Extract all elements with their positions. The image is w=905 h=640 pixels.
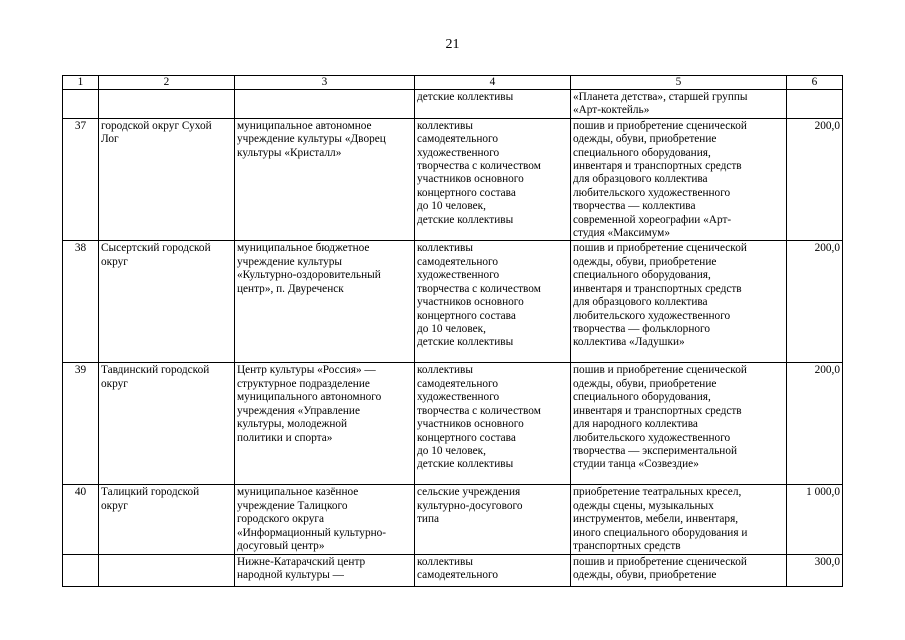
cell-district: Талицкий городской округ <box>99 485 235 554</box>
cell-district: Сысертский городской округ <box>99 241 235 363</box>
table-row-continuation <box>63 90 843 119</box>
table-row <box>63 554 843 586</box>
cell-num: 37 <box>63 118 99 241</box>
grants-table <box>62 75 843 587</box>
cell-amount: 200,0 <box>787 241 843 363</box>
cell-num: 40 <box>63 485 99 554</box>
column-header-5: 5 <box>571 76 787 90</box>
cell-district: городской округ Сухой Лог <box>99 118 235 241</box>
cell-recipients: коллективы самодеятельного художественного творчества с количеством участников основного концертного состава до 10 человек, детские коллективы <box>415 118 571 241</box>
cell-recipients: коллективы самодеятельного <box>415 554 571 586</box>
cell-amount <box>787 90 843 119</box>
cell-recipients: коллективы самодеятельного художественного творчества с количеством участников основного концертного состава до 10 человек, детские коллективы <box>415 241 571 363</box>
table-row <box>63 241 843 363</box>
table-row <box>63 118 843 241</box>
cell-institution: муниципальное автономное учреждение культуры «Дворец культуры «Кристалл» <box>235 118 415 241</box>
cell-purpose: приобретение театральных кресел, одежды сцены, музыкальных инструментов, мебели, инвентаря, иного специального оборудования и транспортных средств <box>571 485 787 554</box>
cell-recipients: коллективы самодеятельного художественного творчества с количеством участников основного концертного состава до 10 человек, детские коллективы <box>415 363 571 485</box>
cell-amount: 200,0 <box>787 363 843 485</box>
cell-amount: 1 000,0 <box>787 485 843 554</box>
cell-recipients: детские коллективы <box>415 90 571 119</box>
cell-purpose: пошив и приобретение сценической одежды, обуви, приобретение специального оборудования, инвентаря и транспортных средств для народного коллектива любительского художественного творчества — экспериментальной студии танца «Созвездие» <box>571 363 787 485</box>
cell-num: 39 <box>63 363 99 485</box>
cell-amount: 200,0 <box>787 118 843 241</box>
cell-institution: муниципальное бюджетное учреждение культуры «Культурно-оздоровительный центр», п. Двуреченск <box>235 241 415 363</box>
cell-district: Тавдинский городской округ <box>99 363 235 485</box>
column-header-4: 4 <box>415 76 571 90</box>
cell-purpose: пошив и приобретение сценической одежды, обуви, приобретение специального оборудования, инвентаря и транспортных средств для образцового коллектива любительского художественного творчества — фольклорного коллектива «Ладушки» <box>571 241 787 363</box>
cell-purpose: пошив и приобретение сценической одежды, обуви, приобретение специального оборудования, инвентаря и транспортных средств для образцового коллектива любительского художественного творчества — коллектива современной хореографии «Арт- студия «Максимум» <box>571 118 787 241</box>
cell-purpose: «Планета детства», старшей группы «Арт-коктейль» <box>571 90 787 119</box>
table-header-row <box>63 76 843 90</box>
column-header-2: 2 <box>99 76 235 90</box>
column-header-6: 6 <box>787 76 843 90</box>
cell-recipients: сельские учреждения культурно-досугового типа <box>415 485 571 554</box>
table-row <box>63 363 843 485</box>
cell-institution <box>235 90 415 119</box>
cell-amount: 300,0 <box>787 554 843 586</box>
cell-institution: Центр культуры «Россия» — структурное подразделение муниципального автономного учреждения «Управление культуры, молодежной политики и спорта» <box>235 363 415 485</box>
cell-district <box>99 554 235 586</box>
table-row <box>63 485 843 554</box>
cell-num <box>63 554 99 586</box>
cell-num <box>63 90 99 119</box>
cell-district <box>99 90 235 119</box>
column-header-3: 3 <box>235 76 415 90</box>
page-number: 21 <box>445 37 460 52</box>
cell-purpose: пошив и приобретение сценической одежды, обуви, приобретение <box>571 554 787 586</box>
cell-institution: Нижне-Катарачский центр народной культуры — <box>235 554 415 586</box>
column-header-1: 1 <box>63 76 99 90</box>
cell-num: 38 <box>63 241 99 363</box>
cell-institution: муниципальное казённое учреждение Талицкого городского округа «Информационный культурно- досуговый центр» <box>235 485 415 554</box>
